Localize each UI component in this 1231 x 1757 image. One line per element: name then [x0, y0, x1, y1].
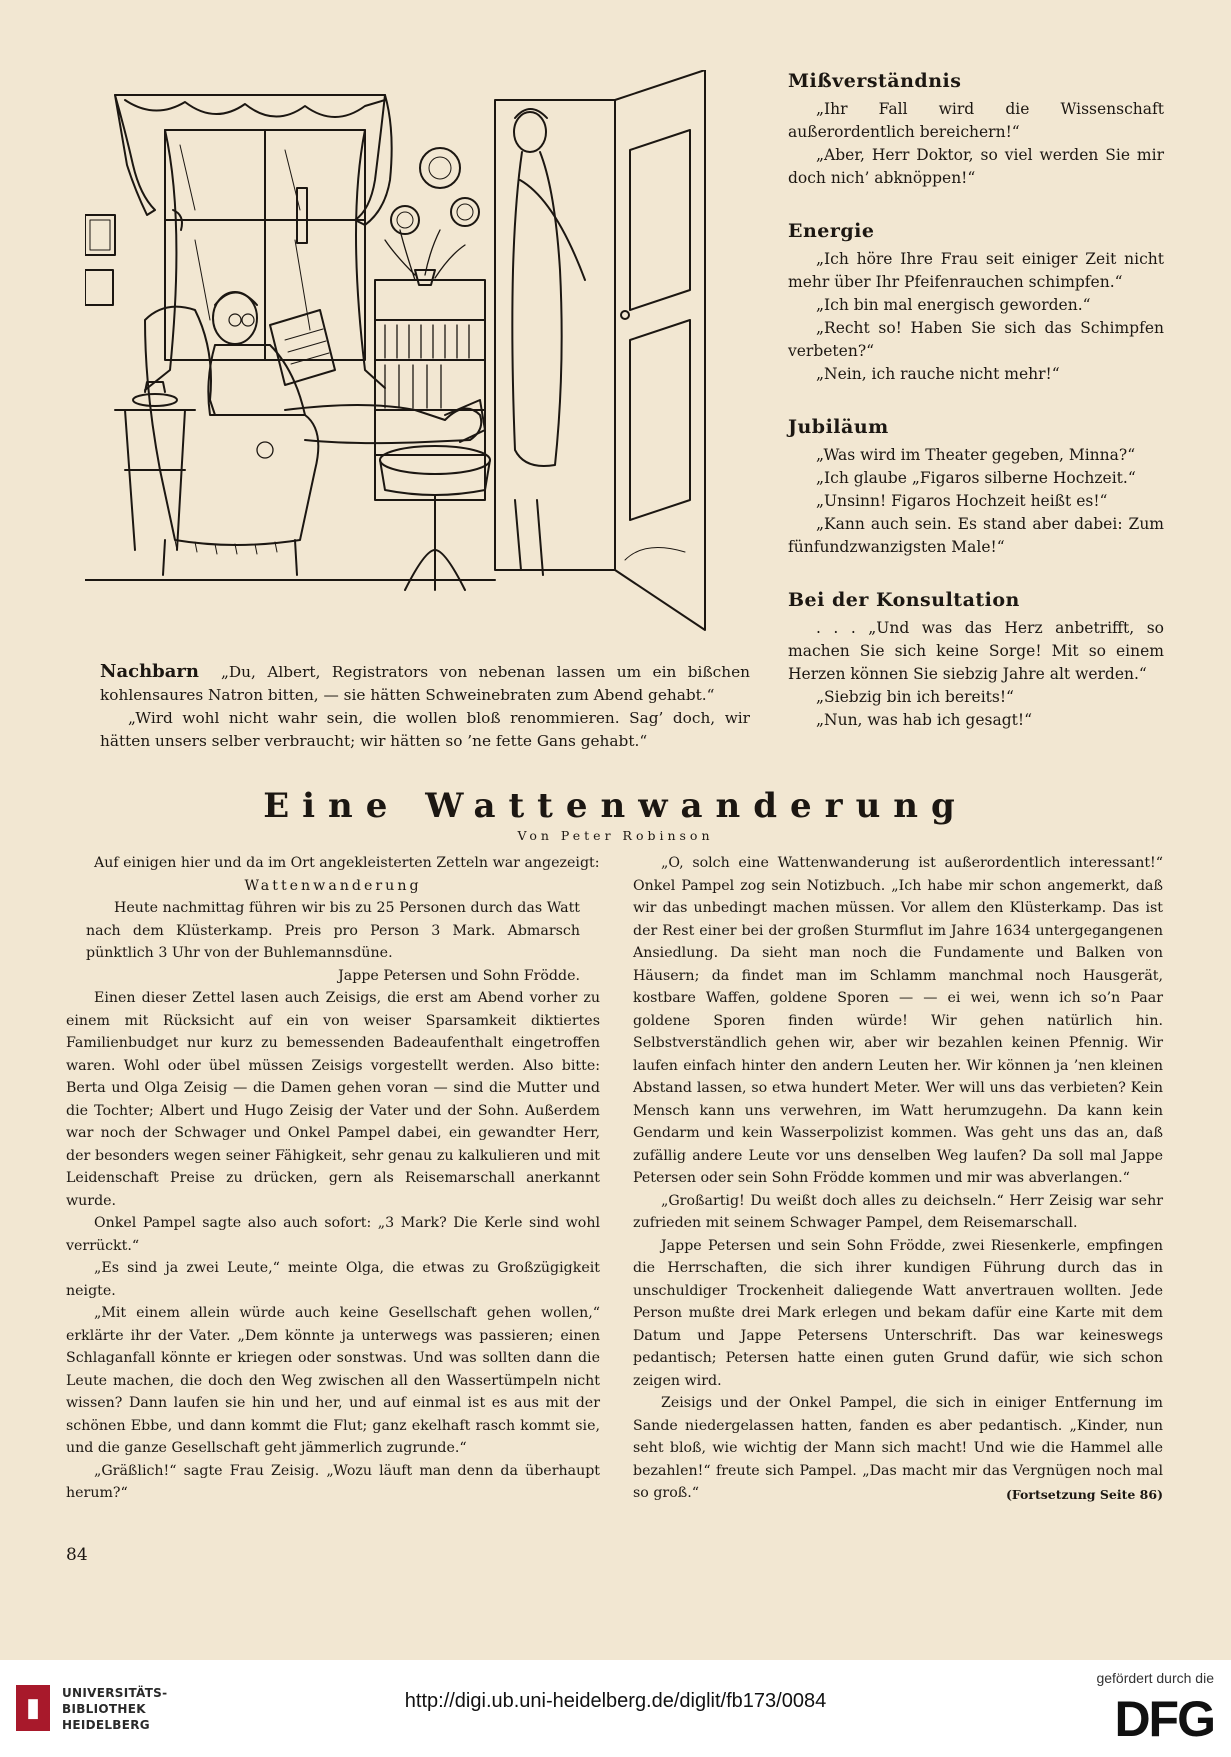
joke-title: Bei der Konsultation: [788, 589, 1020, 611]
cartoon-caption: [100, 660, 750, 753]
joke-line: „Ich bin mal energisch geworden.“: [816, 296, 1091, 314]
joke-line: „Nein, ich rauche nicht mehr!“: [816, 365, 1060, 383]
notice-signature: Jappe Petersen und Sohn Frödde.: [338, 967, 580, 984]
joke-line: „Recht so! Haben Sie sich das Schimpfen verbeten?“: [788, 319, 1164, 360]
logo-text: BIBLIOTHEK: [62, 1702, 146, 1716]
paragraph: „O, solch eine Wattenwanderung ist außerordentlich interessant!“ Onkel Pampel zog sein Notizbuch. „Ich habe mir schon angemerkt, daß wir das unbedingt machen müssen. Vor allem den Klüsterkamp. Das ist der Rest einer bei der großen Sturmflut im Jahre 1634 untergegangenen Ansiedlung. Da sieht man noch die Fundamente und Balken von Häusern; da findet man im Schlamm manchmal noch Hausgerät, kostbare Waffen, goldene Sporen — — ei wei, wenn ich so’n Paar goldene Sporen finden würde! Wir gehen natürlich hin. Selbstverständlich gehen wir, aber wir bezahlen keinen Pfennig. Wir laufen einfach hinter den andern Leuten her. Wir können ja ’nen kleinen Abstand lassen, so etwa hundert Meter. Wer will uns das verbieten? Kein Mensch kann uns verwehren, im Watt herumzugehn. Da kann kein Gendarm und kein Wasserpolizist kommen. Was geht uns das an, daß zufällig andere Leute vor uns denselben Weg laufen? Da soll mal Jappe Petersen oder sein Sohn Frödde kommen und mir was abverlangen.“: [633, 855, 1163, 1186]
dfg-logo[interactable]: DFG: [1114, 1691, 1214, 1747]
joke-line: „Kann auch sein. Es stand aber dabei: Zum fünfundzwanzigsten Male!“: [788, 515, 1164, 556]
paragraph: „Es sind ja zwei Leute,“ meinte Olga, die etwas zu Großzügigkeit neigte.: [66, 1260, 600, 1299]
logo-text: UNIVERSITÄTS-: [62, 1686, 168, 1700]
paragraph: Onkel Pampel sagte also auch sofort: „3 Mark? Die Kerle sind wohl verrückt.“: [66, 1215, 600, 1254]
joke: [788, 70, 1164, 190]
paragraph-text: Zeisigs und der Onkel Pampel, die sich in einiger Entfernung im Sande niedergelassen hatten, fanden es aber pedantisch. „Kinder, nun seht bloß, wie wichtig der Mann sich macht! Und wie die Hammel alle bezahlen!“ freute sich Pampel. „Das macht mir das Vergnügen noch mal so groß.“: [633, 1395, 1163, 1501]
joke-line: „Unsinn! Figaros Hochzeit heißt es!“: [816, 492, 1108, 510]
article-title: Eine Wattenwanderung: [263, 786, 968, 826]
joke-line: „Ich höre Ihre Frau seit einiger Zeit nicht mehr über Ihr Pfeifenrauchen schimpfen.“: [788, 250, 1164, 291]
paragraph: „Gräßlich!“ sagte Frau Zeisig. „Wozu läuft man denn da überhaupt herum?“: [66, 1462, 600, 1501]
joke-column: [788, 70, 1164, 762]
joke: [788, 220, 1164, 386]
library-mark-icon: ▮: [16, 1685, 50, 1731]
joke: [788, 416, 1164, 559]
article-column-right: [633, 852, 1163, 1507]
university-library-logo[interactable]: [16, 1682, 166, 1734]
joke-line: „Was wird im Theater gegeben, Minna?“: [816, 446, 1136, 464]
joke-line: . . . „Und was das Herz anbetrifft, so machen Sie sich keine Sorge! Mit so einem Herzen können Sie siebzig Jahre alt werden.“: [788, 619, 1164, 683]
logo-text: HEIDELBERG: [62, 1718, 150, 1732]
illustration: [85, 70, 760, 655]
caption-line-2: „Wird wohl nicht wahr sein, die wollen bloß renommieren. Sag’ doch, wir hätten unsers selber verbraucht; wir hätten so ’ne fette Gans gehabt.“: [100, 709, 750, 750]
joke-line: „Ich glaube „Figaros silberne Hochzeit.“: [816, 469, 1136, 487]
paragraph: „Mit einem allein würde auch keine Gesellschaft gehen wollen,“ erklärte ihr der Vater. „Dem könnte ja unterwegs was passieren; einen Schlaganfall könnte er kriegen oder sonstwas. Und was sollten dann die Leute machen, die doch den Weg zwischen all den Wassertümpeln nicht wissen? Dann laufen sie hin und her, und auf einmal ist es aus mit der schönen Ebbe, und dann kommt die Flut; ganz ekelhaft rasch kommt sie, und die ganze Gesellschaft geht jämmerlich zugrunde.“: [66, 1305, 600, 1456]
permalink-url[interactable]: http://digi.ub.uni-heidelberg.de/diglit/fb173/0084: [404, 1690, 827, 1712]
joke-line: „Ihr Fall wird die Wissenschaft außerordentlich bereichern!“: [788, 100, 1164, 141]
sponsor-text: gefördert durch die: [1096, 1670, 1214, 1686]
joke-line: „Aber, Herr Doktor, so viel werden Sie mir doch nich’ abknöppen!“: [788, 146, 1164, 187]
joke-title: Jubiläum: [788, 416, 889, 438]
joke-line: „Nun, was hab ich gesagt!“: [816, 711, 1033, 729]
notice-body: Heute nachmittag führen wir bis zu 25 Personen durch das Watt nach dem Klüsterkamp. Preis pro Person 3 Mark. Abmarsch pünktlich 3 Uhr von der Buhlemannsdüne.: [86, 900, 580, 961]
continued-note: (Fortsetzung Seite 86): [1005, 1487, 1163, 1502]
joke-title: Mißverständnis: [788, 70, 962, 92]
paragraph: „Großartig! Du weißt doch alles zu deichseln.“ Herr Zeisig war sehr zufrieden mit seinem Schwager Pampel, dem Reisemarschall.: [633, 1192, 1163, 1231]
page-number: 84: [66, 1545, 88, 1565]
caption-line-1: „Du, Albert, Registrators von nebenan lassen um ein bißchen kohlensaures Natron bitten, — sie hätten Schweinebraten zum Abend gehabt.“: [100, 663, 750, 704]
joke-line: „Siebzig bin ich bereits!“: [816, 688, 1014, 706]
paragraph: [633, 1392, 1163, 1505]
article-column-left: [66, 852, 600, 1505]
paragraph: Jappe Petersen und sein Sohn Frödde, zwei Riesenkerle, empfingen die Herrschaften, die sich ihrer kundigen Führung durch das in unschuldiger Trockenheit daliegende Watt anvertrauen wollten. Jede Person mußte drei Mark erlegen und bekam dafür eine Karte mit dem Datum und Jappe Petersens Unterschrift. Das war keineswegs pedantisch; Petersen hatte einen guten Grund dafür, wie sich schon zeigen wird.: [633, 1237, 1163, 1389]
joke: [788, 589, 1164, 732]
caption-label: Nachbarn: [100, 661, 199, 682]
joke-title: Energie: [788, 220, 875, 242]
notice-title: Wattenwanderung: [244, 877, 422, 894]
paragraph: Einen dieser Zettel lasen auch Zeisigs, die erst am Abend vorher zu einem mit Rücksicht auf ein von weiser Sparsamkeit diktiertes Familienbudget nur kurz zu bemessenden Badeaufenthalt eingetroffen waren. Wohl oder übel müssen Zeisigs vorgestellt werden. Also bitte: Berta und Olga Zeisig — die Damen gehen voran — sind die Mutter und die Tochter; Albert und Hugo Zeisig der Vater und der Sohn. Außerdem war noch der Schwager und Onkel Pampel dabei, ein gewandter Herr, der besonders wegen seiner Fähigkeit, sehr genau zu kalkulieren und mit Leidenschaft Preise zu drücken, gern als Reisemarschall anerkannt wurde.: [66, 990, 600, 1209]
paragraph: Auf einigen hier und da im Ort angekleisterten Zetteln war angezeigt:: [94, 855, 600, 871]
article-byline: Von Peter Robinson: [517, 828, 714, 843]
viewer-footer: [0, 1660, 1231, 1757]
